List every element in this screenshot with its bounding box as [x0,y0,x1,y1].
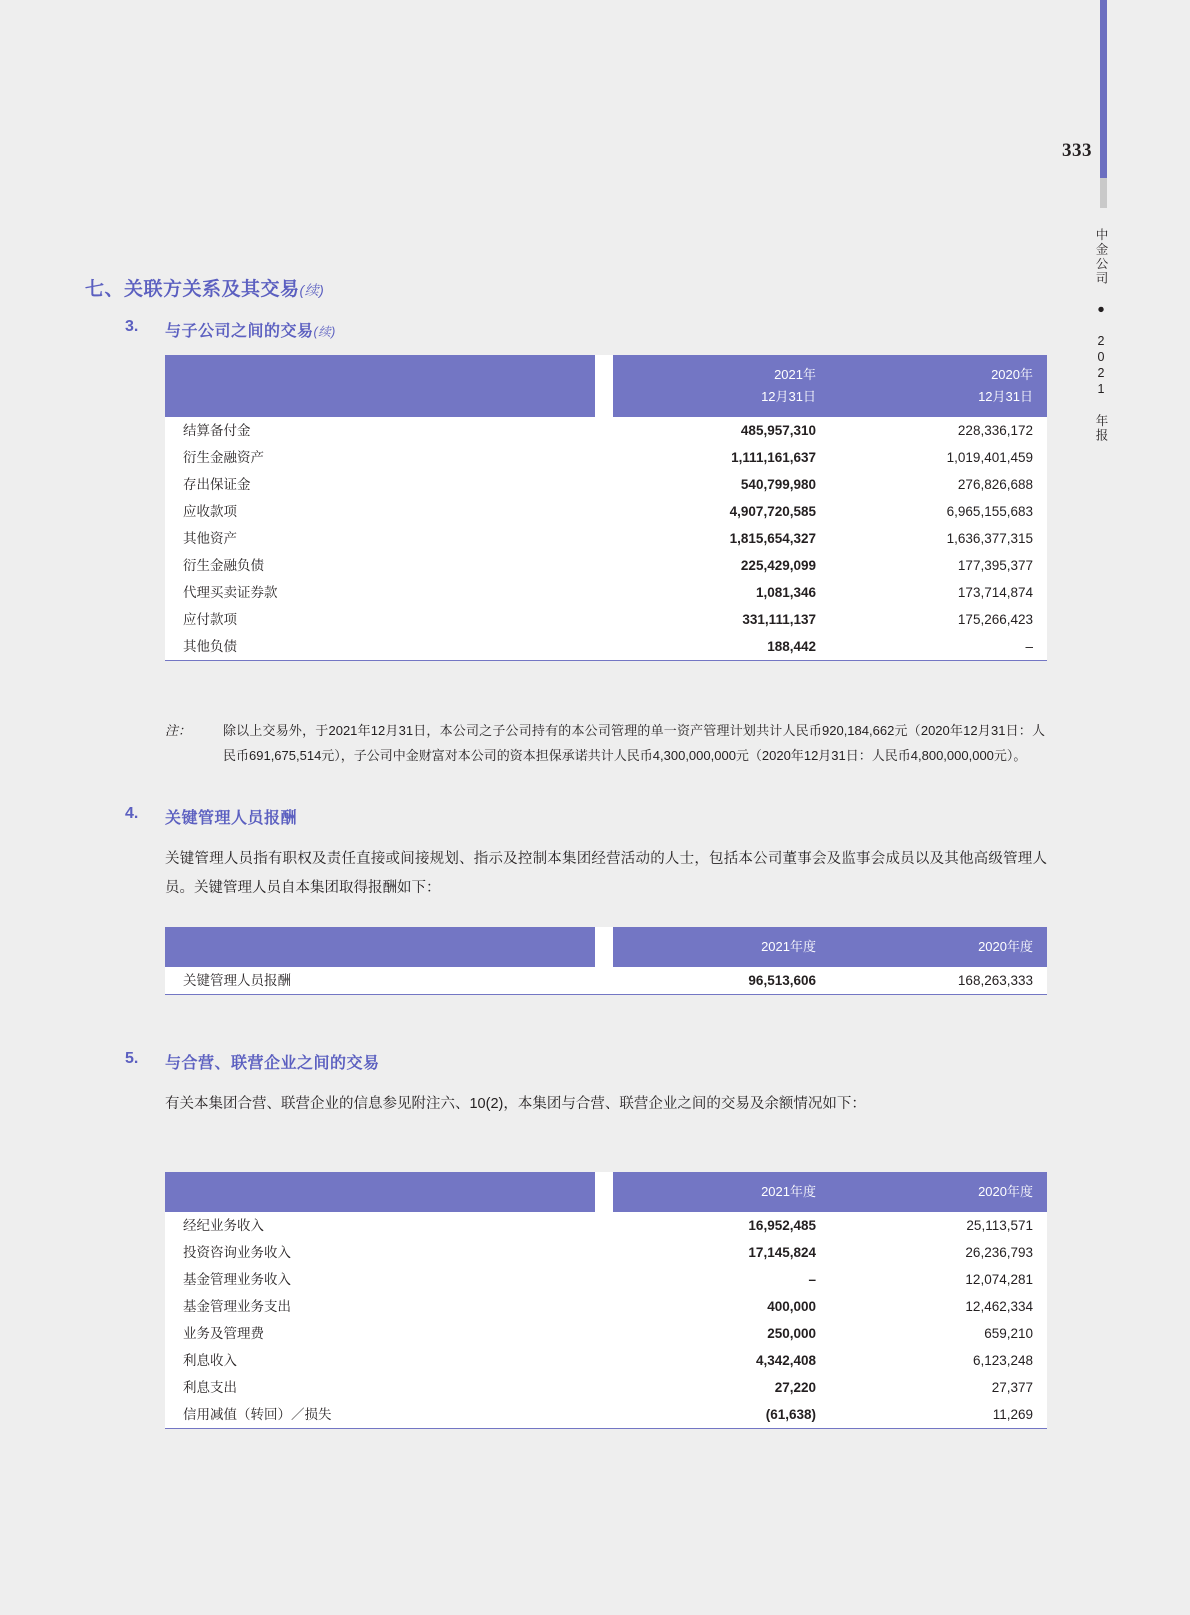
row-label: 存出保证金 [183,477,251,492]
row-label: 利息收入 [183,1353,237,1368]
row-value-2020: 173,714,874 [957,585,1033,600]
page-title [85,274,324,301]
table-subsidiary-col-2020 [830,355,1047,417]
table-key-management-remuneration [165,927,1047,995]
table-jv-col-2021 [613,1172,830,1212]
table-row [165,498,1047,525]
row-label: 衍生金融负债 [183,558,264,573]
table-row [165,606,1047,633]
row-label: 关键管理人员报酬 [183,973,291,988]
table-jv-col-2021-text: 2021年度 [761,1184,816,1199]
item-3-number: 3. [125,318,139,335]
row-value-2020: 276,826,688 [957,477,1033,492]
row-value-2020: 175,266,423 [957,612,1033,627]
section-heading-text: 七、关联方关系及其交易 [85,279,300,300]
row-value-2021: 540,799,980 [740,477,816,492]
item-3-title-continued: (续) [313,325,336,339]
row-value-2020: 26,236,793 [965,1245,1033,1260]
note-block [165,718,1045,768]
table-kmp-col-label [165,927,595,967]
table-subsidiary-col-2021-line2: 12月31日 [761,389,816,404]
table-subsidiary-col-label [165,355,595,417]
running-header-company: 中金公司 [1094,228,1108,286]
row-value-2020: 228,336,172 [957,423,1033,438]
table-subsidiary-col-2020-line1: 2020年 [991,367,1033,382]
table-row [165,444,1047,471]
page-number: 333 [1062,140,1092,161]
row-label: 衍生金融资产 [183,450,264,465]
row-value-2020: 12,462,334 [965,1299,1033,1314]
row-label: 业务及管理费 [183,1326,264,1341]
table-row [165,552,1047,579]
table-row [165,1212,1047,1239]
table-jv-body [165,1212,1047,1429]
table-kmp-col-2020-text: 2020年度 [978,939,1033,954]
table-kmp-col-2020 [830,927,1047,967]
row-value-2021: 17,145,824 [748,1245,816,1260]
row-value-2020: 1,636,377,315 [946,531,1033,546]
table-kmp-col-2021 [613,927,830,967]
row-label: 投资咨询业务收入 [183,1245,291,1260]
table-jv-col-gap [595,1172,613,1212]
table-kmp-col-gap [595,927,613,967]
row-value-2021: 188,442 [767,639,816,654]
page-accent-bar-grey [1100,178,1107,208]
row-label: 其他负债 [183,639,237,654]
table-subsidiary-head [165,355,1047,417]
row-label: 利息支出 [183,1380,237,1395]
item-5-title-text: 与合营、联营企业之间的交易 [165,1055,380,1072]
row-value-2020: 6,965,155,683 [946,504,1033,519]
row-label: 基金管理业务支出 [183,1299,291,1314]
item-5-paragraph: 有关本集团合营、联营企业的信息参见附注六、10(2)，本集团与合营、联营企业之间的交易及余额情况如下： [165,1096,866,1112]
table-row [165,417,1047,444]
row-value-2020: 6,123,248 [972,1353,1033,1368]
row-label: 基金管理业务收入 [183,1272,291,1287]
row-label: 其他资产 [183,531,237,546]
table-subsidiary-col-2021-line1: 2021年 [774,367,816,382]
table-subsidiary-col-2020-line2: 12月31日 [978,389,1033,404]
row-value-2020: 168,263,333 [957,973,1033,988]
row-value-2021: 400,000 [767,1299,816,1314]
row-value-2020: – [1025,639,1033,654]
running-header-year: 2021 年报 [1094,334,1108,443]
row-value-2020: 659,210 [984,1326,1033,1341]
row-value-2021: 96,513,606 [748,973,816,988]
table-row [165,1320,1047,1347]
row-value-2021: 1,815,654,327 [729,531,816,546]
row-label: 应付款项 [183,612,237,627]
table-subsidiary-body [165,417,1047,661]
note-label: 注： [165,723,192,738]
table-row [165,1374,1047,1401]
row-label: 代理买卖证券款 [183,585,278,600]
row-label: 信用减值（转回）／损失 [183,1407,332,1422]
item-4-title [165,805,297,828]
item-3-title-text: 与子公司之间的交易 [165,323,314,340]
table-row [165,633,1047,661]
row-value-2021: 250,000 [767,1326,816,1341]
item-4-number: 4. [125,805,139,822]
table-kmp-body [165,967,1047,995]
table-kmp-col-2021-text: 2021年度 [761,939,816,954]
table-subsidiary-col-gap [595,355,613,417]
row-value-2021: 1,111,161,637 [731,450,816,465]
row-value-2021: 27,220 [774,1380,816,1395]
table-jv-col-2020 [830,1172,1047,1212]
table-jv-head [165,1172,1047,1212]
table-kmp-head [165,927,1047,967]
row-value-2021: (61,638) [765,1407,816,1422]
row-value-2021: 1,081,346 [755,585,816,600]
table-row [165,1347,1047,1374]
item-4-title-text: 关键管理人员报酬 [165,810,298,827]
table-jv-col-label [165,1172,595,1212]
row-value-2020: 1,019,401,459 [946,450,1033,465]
table-jv-col-2020-text: 2020年度 [978,1184,1033,1199]
row-value-2021: 331,111,137 [742,612,816,627]
table-row [165,525,1047,552]
row-value-2021: 16,952,485 [748,1218,816,1233]
row-value-2020: 177,395,377 [957,558,1033,573]
table-row [165,471,1047,498]
row-value-2021: 485,957,310 [740,423,816,438]
row-value-2021: – [808,1272,816,1287]
row-value-2021: 225,429,099 [740,558,816,573]
item-3-title [165,318,336,341]
row-value-2021: 4,342,408 [755,1353,816,1368]
row-label: 应收款项 [183,504,237,519]
page-accent-bar [1100,0,1107,178]
item-5-number: 5. [125,1050,139,1067]
row-label: 结算备付金 [183,423,251,438]
table-row [165,1401,1047,1429]
section-heading-continued: (续) [299,282,325,298]
item-5-title [165,1050,380,1073]
table-row [165,1266,1047,1293]
running-header-separator: ● [1094,302,1108,318]
table-row [165,1293,1047,1320]
table-row [165,579,1047,606]
row-value-2020: 25,113,571 [966,1218,1033,1233]
table-subsidiary-col-2021 [613,355,830,417]
row-value-2020: 12,074,281 [965,1272,1033,1287]
item-4-paragraph: 关键管理人员指有职权及责任直接或间接规划、指示及控制本集团经营活动的人士，包括本公司董事会及监事会成员以及其他高级管理人员。关键管理人员自本集团取得报酬如下： [165,851,1047,896]
row-value-2020: 11,269 [992,1407,1033,1422]
row-value-2021: 4,907,720,585 [729,504,816,519]
row-value-2020: 27,377 [991,1380,1033,1395]
row-label: 经纪业务收入 [183,1218,264,1233]
note-text: 除以上交易外，于2021年12月31日，本公司之子公司持有的本公司管理的单一资产管理计划共计人民币920,184,662元（2020年12月31日：人民币691,675,514元），子公司中金财富对本公司的资本担保承诺共计人民币4,300,000,000元（2020年12月31日：人民币4,800,000,000元）。 [223,723,1045,763]
table-subsidiary-transactions [165,355,1047,661]
table-jv-associate-transactions [165,1172,1047,1429]
table-row [165,1239,1047,1266]
table-row [165,967,1047,995]
running-header [1090,228,1112,443]
